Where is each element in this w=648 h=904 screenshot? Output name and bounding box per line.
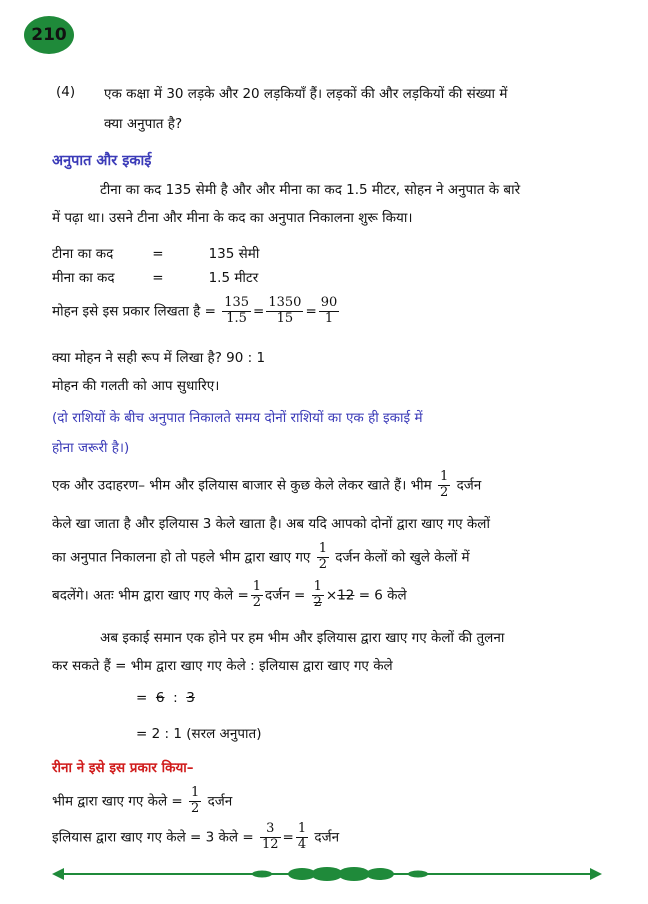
note-line-1: (दो राशियों के बीच अनुपात निकालते समय दोनों राशियों का एक ही इकाई में (52, 410, 423, 426)
para1-line-2: में पढ़ा था। उसने टीना और मीना के कद का अनुपात निकालना शुरू किया। (52, 210, 413, 226)
twelve-struck: 12 (337, 587, 355, 604)
reena-bhim-line: भीम द्वारा खाए गए केले = $\frac{1}{2}$ दर्जन (52, 785, 233, 816)
reena-ilyas-line: इलियास द्वारा खाए गए केले = 3 केले = $\frac{3}{12}$ = $\frac{1}{4}$ दर्जन (52, 821, 340, 852)
fraction-90-1: $\frac{90}{1}$ (320, 295, 338, 326)
fraction-half-struck: $\frac{1}{2}$ (313, 579, 322, 610)
fraction-135-1.5: $\frac{135}{1.5}$ (224, 295, 250, 326)
question-line-1: एक कक्षा में 30 लड़के और 20 लड़कियाँ हैं। लड़कों की और लड़कियों की संख्या में (104, 86, 508, 102)
height-value: 1.5 मीटर (208, 270, 259, 286)
para1-line-1: टीना का कद 135 सेमी है और और मीना का कद 1.5 मीटर, सोहन ने अनुपात के बारे (100, 182, 521, 198)
fraction-half: $\frac{1}{2}$ (191, 785, 200, 816)
example-line-4: बदलेंगे। अतः भीम द्वारा खाए गए केले = $\frac{1}{2}$ दर्जन = $\frac{1}{2}$ ×12 = 6 केले (52, 579, 407, 610)
fraction-1-4: $\frac{1}{4}$ (297, 821, 307, 852)
fraction-half: $\frac{1}{2}$ (252, 579, 262, 610)
fraction-half: $\frac{1}{2}$ (439, 469, 449, 500)
ratio-step-1: = 6 : 3 (136, 690, 195, 706)
section-heading: अनुपात और इकाई (52, 153, 152, 169)
page-number-badge: 210 (24, 16, 74, 54)
example-line-1: एक और उदाहरण– भीम और इलियास बाजार से कुछ केले लेकर खाते हैं। भीम $\frac{1}{2}$ दर्जन (52, 469, 482, 500)
height-eq: = (152, 270, 164, 286)
height-row-meena (52, 268, 258, 286)
example-line-6: कर सकते हैं = भीम द्वारा खाए गए केले : इलियास द्वारा खाए गए केले (52, 658, 393, 674)
example-line-3: का अनुपात निकालना हो तो पहले भीम द्वारा खाए गए $\frac{1}{2}$ दर्जन केलों को खुले केलों में (52, 541, 470, 572)
fraction-3-12: $\frac{3}{12}$ (261, 821, 279, 852)
mohan-fix: मोहन की गलती को आप सुधारिए। (52, 378, 220, 394)
height-eq: = (152, 246, 164, 262)
example-line-2: केले खा जाता है और इलियास 3 केले खाता है। अब यदि आपको दोनों द्वारा खाए गए केलों (52, 516, 490, 532)
note-line-2: होना जरूरी है।) (52, 440, 130, 456)
question-number: (4) (56, 84, 76, 100)
reena-heading: रीना ने इसे इस प्रकार किया– (52, 760, 194, 776)
mohan-question: क्या मोहन ने सही रूप में लिखा है? 90 : 1 (52, 350, 266, 366)
height-row-tina (52, 244, 259, 262)
fraction-half: $\frac{1}{2}$ (318, 541, 327, 572)
height-value: 135 सेमी (208, 246, 260, 262)
mohan-line: मोहन इसे इस प्रकार लिखता है = $\frac{135}{1.5}$ = $\frac{1350}{15}$ = $\frac{90}{1}$ (52, 295, 338, 326)
height-label: टीना का कद (52, 246, 114, 262)
ratio-step-2: = 2 : 1 (सरल अनुपात) (136, 726, 262, 742)
mohan-prefix: मोहन इसे इस प्रकार लिखता है = (52, 303, 216, 320)
decorative-divider (52, 864, 602, 884)
height-label: मीना का कद (52, 270, 115, 286)
example-line-5: अब इकाई समान एक होने पर हम भीम और इलियास द्वारा खाए गए केलों की तुलना (100, 630, 505, 646)
fraction-1350-15: $\frac{1350}{15}$ (268, 295, 302, 326)
question-line-2: क्या अनुपात है? (104, 116, 183, 132)
